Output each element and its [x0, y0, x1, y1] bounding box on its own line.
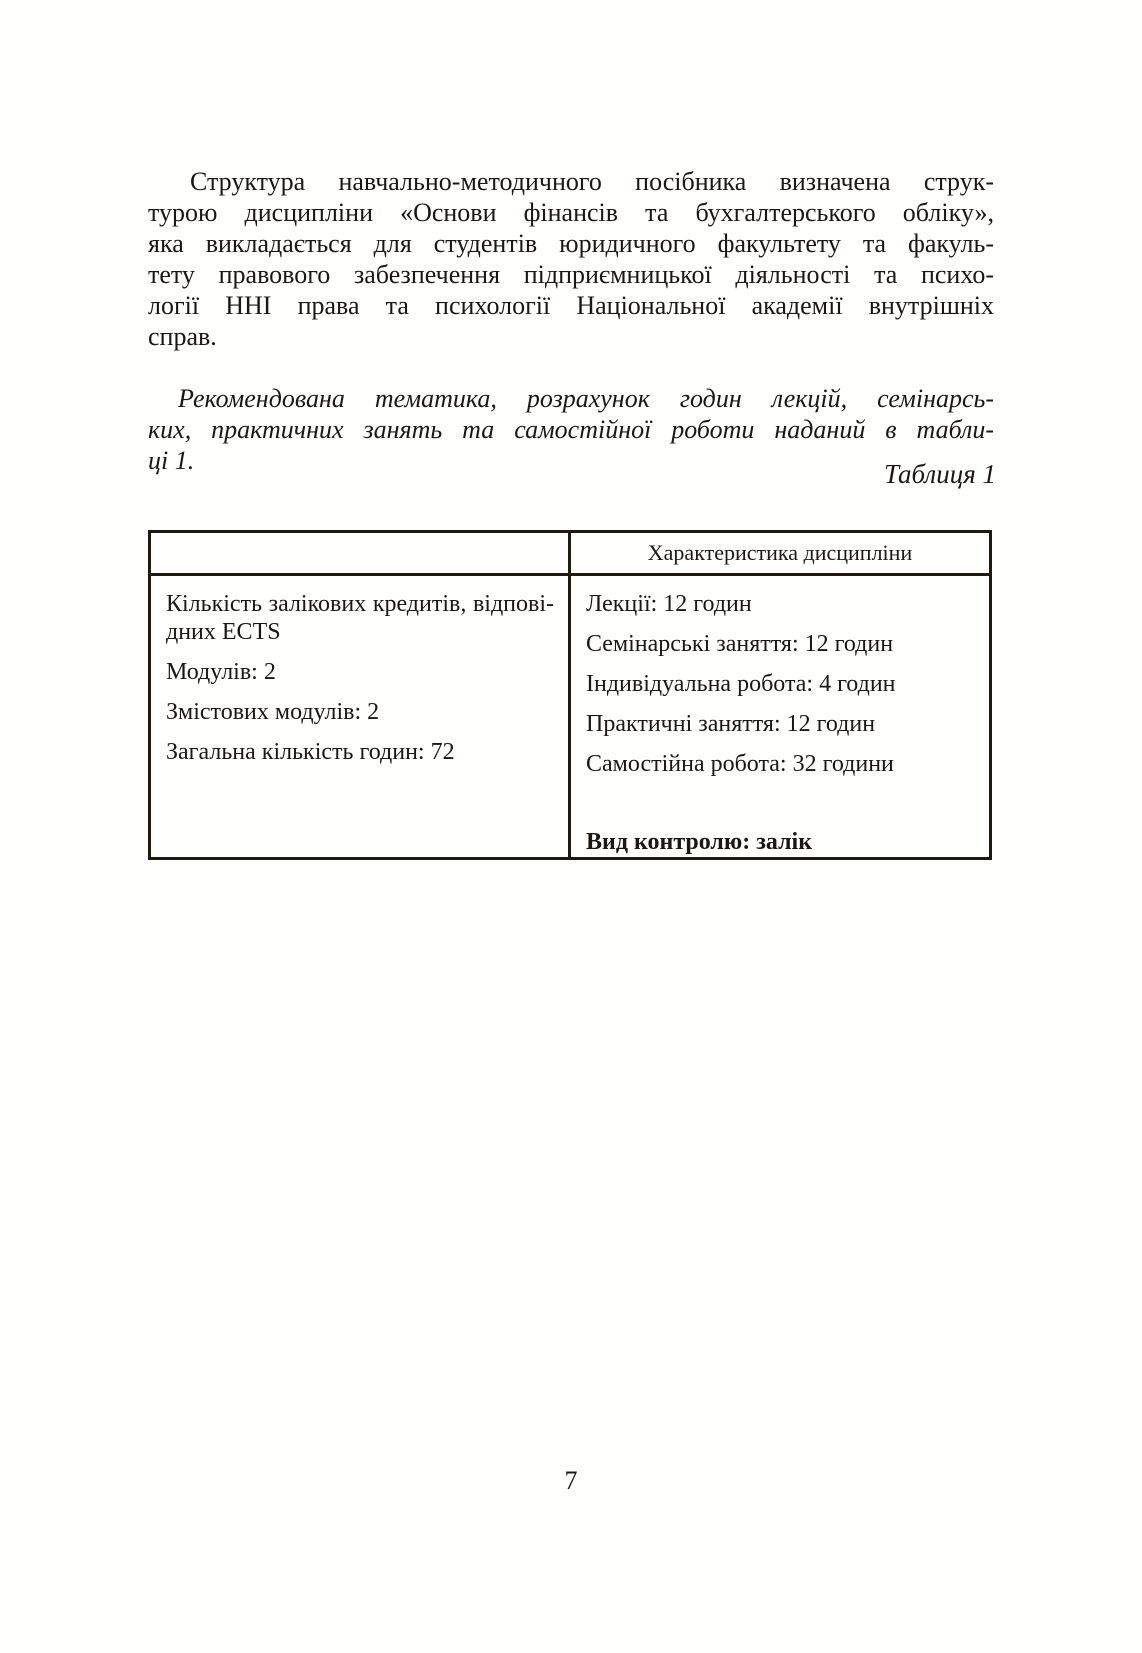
seminars-item: Семінарські заняття: 12 годин	[586, 631, 894, 657]
practical-item: Практичні заняття: 12 годин	[586, 711, 876, 737]
paragraph-line: Структура навчально-методичного посібника визначена струк-	[190, 167, 994, 196]
table-header-cell-empty	[151, 533, 571, 573]
self-study-item: Самостійна робота: 32 години	[586, 751, 894, 777]
individual-work-item: Індивідуальна робота: 4 годин	[586, 671, 896, 697]
content-modules-item: Змістових модулів: 2	[166, 699, 380, 725]
paragraph-line: Рекомендована тематика, розрахунок годин лекцій, семінарсь-	[178, 384, 994, 413]
paragraph-line: логії ННІ права та психології Національної академії внутрішніх	[148, 291, 994, 320]
cell-content	[571, 576, 989, 778]
paragraph-line: яка викладається для студентів юридичного факультету та факуль-	[148, 229, 994, 258]
paragraph-line: ких, практичних занять та самостійної роботи наданий в табли-	[148, 415, 994, 444]
table-header-cell-characteristics: Характеристика дисципліни	[647, 540, 913, 565]
credits-line-2: дних ECTS	[166, 619, 281, 645]
paragraph-line: тету правового забезпечення підприємницької діяльності та психо-	[148, 260, 994, 289]
table-cell-characteristics	[571, 576, 989, 860]
control-type-item: Вид контролю: залік	[586, 829, 813, 855]
credits-line-1: Кількість залікових кредитів, відпові-	[166, 591, 554, 617]
discipline-table	[148, 530, 992, 860]
paragraph-line: турою дисципліни «Основи фінансів та бухгалтерського обліку»,	[148, 198, 994, 227]
total-hours-item: Загальна кількість годин: 72	[166, 739, 455, 765]
credits-item	[166, 590, 554, 646]
intro-paragraph	[148, 166, 994, 352]
paragraph-line: справ.	[148, 322, 217, 351]
table-header-row	[151, 533, 989, 576]
table-cell-credits	[151, 576, 571, 860]
page-number: 7	[564, 1466, 578, 1495]
paragraph-line: ці 1.	[148, 446, 195, 475]
table-body-row	[151, 576, 989, 860]
table-caption: Таблиця 1	[883, 459, 996, 489]
cell-content	[151, 576, 568, 766]
modules-item: Модулів: 2	[166, 659, 276, 685]
lectures-item: Лекції: 12 годин	[586, 591, 752, 617]
